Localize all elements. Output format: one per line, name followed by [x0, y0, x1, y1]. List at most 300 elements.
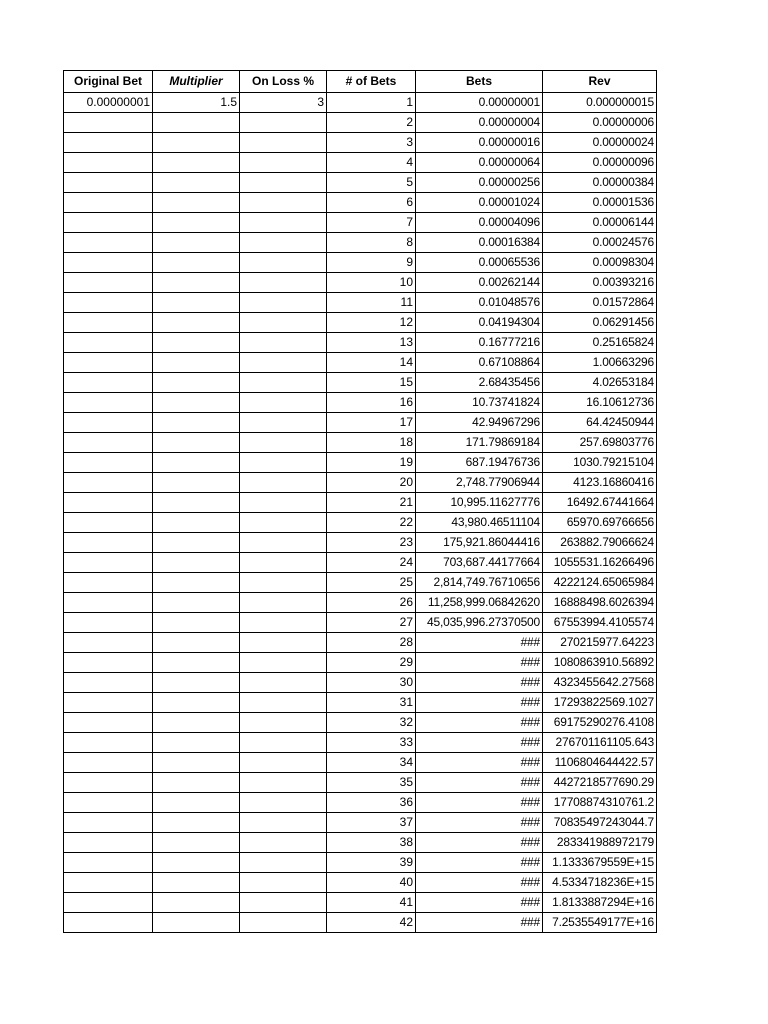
- cell-bets[interactable]: 0.00000016: [416, 133, 543, 153]
- cell-rev[interactable]: 7.2535549177E+16: [543, 913, 657, 933]
- cell-rev[interactable]: 1.8133887294E+16: [543, 893, 657, 913]
- cell-rev[interactable]: 17708874310761.2: [543, 793, 657, 813]
- cell-multiplier[interactable]: [153, 453, 240, 473]
- cell-multiplier[interactable]: [153, 513, 240, 533]
- table-row: [64, 653, 657, 673]
- cell-original-bet[interactable]: [64, 453, 153, 473]
- cell-rev[interactable]: 4323455642.27568: [543, 673, 657, 693]
- table-row: [64, 813, 657, 833]
- table-row: [64, 693, 657, 713]
- cell-num-bets[interactable]: 29: [327, 653, 416, 673]
- cell-bets[interactable]: ###: [416, 653, 543, 673]
- cell-rev[interactable]: 1080863910.56892: [543, 653, 657, 673]
- cell-original-bet[interactable]: 0.00000001: [64, 93, 153, 113]
- cell-on-loss[interactable]: [240, 413, 327, 433]
- cell-multiplier[interactable]: [153, 613, 240, 633]
- cell-original-bet[interactable]: [64, 393, 153, 413]
- cell-num-bets[interactable]: 18: [327, 433, 416, 453]
- cell-on-loss[interactable]: [240, 553, 327, 573]
- cell-bets[interactable]: 0.04194304: [416, 313, 543, 333]
- bets-table: [63, 70, 657, 933]
- header-num-bets[interactable]: # of Bets: [327, 71, 416, 93]
- cell-num-bets[interactable]: 10: [327, 273, 416, 293]
- cell-num-bets[interactable]: 32: [327, 713, 416, 733]
- cell-original-bet[interactable]: [64, 853, 153, 873]
- table-row: [64, 473, 657, 493]
- cell-on-loss[interactable]: [240, 253, 327, 273]
- cell-num-bets[interactable]: 16: [327, 393, 416, 413]
- cell-num-bets[interactable]: 13: [327, 333, 416, 353]
- cell-rev[interactable]: 0.00000006: [543, 113, 657, 133]
- cell-num-bets[interactable]: 9: [327, 253, 416, 273]
- cell-num-bets[interactable]: 6: [327, 193, 416, 213]
- cell-on-loss[interactable]: [240, 813, 327, 833]
- cell-on-loss[interactable]: [240, 433, 327, 453]
- cell-bets[interactable]: ###: [416, 753, 543, 773]
- header-on-loss[interactable]: On Loss %: [240, 71, 327, 93]
- cell-multiplier[interactable]: [153, 393, 240, 413]
- cell-on-loss[interactable]: [240, 453, 327, 473]
- cell-original-bet[interactable]: [64, 293, 153, 313]
- cell-multiplier[interactable]: [153, 313, 240, 333]
- cell-original-bet[interactable]: [64, 553, 153, 573]
- cell-num-bets[interactable]: 28: [327, 633, 416, 653]
- cell-original-bet[interactable]: [64, 573, 153, 593]
- table-row: [64, 113, 657, 133]
- cell-original-bet[interactable]: [64, 533, 153, 553]
- cell-bets[interactable]: 0.00001024: [416, 193, 543, 213]
- cell-original-bet[interactable]: [64, 633, 153, 653]
- cell-rev[interactable]: 276701161105.643: [543, 733, 657, 753]
- cell-on-loss[interactable]: [240, 173, 327, 193]
- table-row: [64, 893, 657, 913]
- cell-on-loss[interactable]: [240, 153, 327, 173]
- table-row: [64, 733, 657, 753]
- cell-original-bet[interactable]: [64, 473, 153, 493]
- cell-on-loss[interactable]: [240, 573, 327, 593]
- cell-bets[interactable]: ###: [416, 733, 543, 753]
- cell-multiplier[interactable]: [153, 593, 240, 613]
- cell-multiplier[interactable]: [153, 253, 240, 273]
- cell-rev[interactable]: 0.00000024: [543, 133, 657, 153]
- cell-on-loss[interactable]: [240, 873, 327, 893]
- cell-num-bets[interactable]: 7: [327, 213, 416, 233]
- cell-num-bets[interactable]: 40: [327, 873, 416, 893]
- cell-bets[interactable]: ###: [416, 853, 543, 873]
- cell-original-bet[interactable]: [64, 893, 153, 913]
- header-original-bet[interactable]: Original Bet: [64, 71, 153, 93]
- cell-on-loss[interactable]: [240, 633, 327, 653]
- cell-bets[interactable]: ###: [416, 893, 543, 913]
- cell-multiplier[interactable]: [153, 653, 240, 673]
- cell-num-bets[interactable]: 26: [327, 593, 416, 613]
- table-row: [64, 553, 657, 573]
- table-row: [64, 413, 657, 433]
- cell-on-loss[interactable]: [240, 733, 327, 753]
- spreadsheet: [63, 70, 657, 933]
- cell-on-loss[interactable]: [240, 773, 327, 793]
- cell-rev[interactable]: 0.00000384: [543, 173, 657, 193]
- cell-bets[interactable]: ###: [416, 673, 543, 693]
- cell-bets[interactable]: 0.00065536: [416, 253, 543, 273]
- cell-rev[interactable]: 0.00098304: [543, 253, 657, 273]
- cell-multiplier[interactable]: [153, 373, 240, 393]
- cell-bets[interactable]: 2,814,749.76710656: [416, 573, 543, 593]
- cell-bets[interactable]: 45,035,996.27370500: [416, 613, 543, 633]
- cell-original-bet[interactable]: [64, 753, 153, 773]
- cell-rev[interactable]: 67553994.4105574: [543, 613, 657, 633]
- table-row: [64, 913, 657, 933]
- cell-rev[interactable]: 1106804644422.57: [543, 753, 657, 773]
- cell-original-bet[interactable]: [64, 593, 153, 613]
- cell-original-bet[interactable]: [64, 353, 153, 373]
- cell-rev[interactable]: 16.10612736: [543, 393, 657, 413]
- cell-rev[interactable]: 1.00663296: [543, 353, 657, 373]
- cell-original-bet[interactable]: [64, 273, 153, 293]
- cell-on-loss[interactable]: [240, 713, 327, 733]
- cell-bets[interactable]: 0.00262144: [416, 273, 543, 293]
- cell-multiplier[interactable]: [153, 193, 240, 213]
- header-rev[interactable]: Rev: [543, 71, 657, 93]
- cell-original-bet[interactable]: [64, 133, 153, 153]
- cell-bets[interactable]: 42.94967296: [416, 413, 543, 433]
- cell-original-bet[interactable]: [64, 313, 153, 333]
- cell-multiplier[interactable]: [153, 433, 240, 453]
- cell-original-bet[interactable]: [64, 833, 153, 853]
- cell-rev[interactable]: 69175290276.4108: [543, 713, 657, 733]
- header-bets[interactable]: Bets: [416, 71, 543, 93]
- cell-multiplier[interactable]: [153, 293, 240, 313]
- table-row: [64, 133, 657, 153]
- cell-on-loss[interactable]: [240, 753, 327, 773]
- table-row: [64, 253, 657, 273]
- cell-multiplier[interactable]: [153, 533, 240, 553]
- cell-original-bet[interactable]: [64, 193, 153, 213]
- cell-bets[interactable]: 0.00004096: [416, 213, 543, 233]
- cell-bets[interactable]: ###: [416, 833, 543, 853]
- cell-num-bets[interactable]: 37: [327, 813, 416, 833]
- cell-original-bet[interactable]: [64, 433, 153, 453]
- cell-multiplier[interactable]: [153, 273, 240, 293]
- cell-multiplier[interactable]: [153, 793, 240, 813]
- cell-rev[interactable]: 0.00024576: [543, 233, 657, 253]
- table-row: [64, 273, 657, 293]
- cell-multiplier[interactable]: [153, 773, 240, 793]
- cell-multiplier[interactable]: [153, 333, 240, 353]
- cell-num-bets[interactable]: 24: [327, 553, 416, 573]
- cell-on-loss[interactable]: 3: [240, 93, 327, 113]
- cell-rev[interactable]: 16492.67441664: [543, 493, 657, 513]
- cell-num-bets[interactable]: 5: [327, 173, 416, 193]
- cell-original-bet[interactable]: [64, 913, 153, 933]
- cell-multiplier[interactable]: [153, 893, 240, 913]
- cell-rev[interactable]: 0.00393216: [543, 273, 657, 293]
- cell-on-loss[interactable]: [240, 793, 327, 813]
- cell-on-loss[interactable]: [240, 193, 327, 213]
- cell-rev[interactable]: 4.02653184: [543, 373, 657, 393]
- cell-bets[interactable]: ###: [416, 873, 543, 893]
- cell-original-bet[interactable]: [64, 253, 153, 273]
- cell-bets[interactable]: ###: [416, 713, 543, 733]
- cell-rev[interactable]: 64.42450944: [543, 413, 657, 433]
- cell-rev[interactable]: 0.01572864: [543, 293, 657, 313]
- cell-original-bet[interactable]: [64, 613, 153, 633]
- cell-rev[interactable]: 16888498.6026394: [543, 593, 657, 613]
- cell-num-bets[interactable]: 33: [327, 733, 416, 753]
- cell-rev[interactable]: 4123.16860416: [543, 473, 657, 493]
- cell-rev[interactable]: 17293822569.1027: [543, 693, 657, 713]
- cell-multiplier[interactable]: [153, 213, 240, 233]
- cell-on-loss[interactable]: [240, 473, 327, 493]
- cell-bets[interactable]: ###: [416, 913, 543, 933]
- cell-on-loss[interactable]: [240, 653, 327, 673]
- cell-multiplier[interactable]: [153, 413, 240, 433]
- cell-bets[interactable]: 0.00016384: [416, 233, 543, 253]
- cell-original-bet[interactable]: [64, 233, 153, 253]
- cell-rev[interactable]: 4222124.65065984: [543, 573, 657, 593]
- cell-on-loss[interactable]: [240, 493, 327, 513]
- cell-original-bet[interactable]: [64, 793, 153, 813]
- cell-original-bet[interactable]: [64, 413, 153, 433]
- cell-multiplier[interactable]: 1.5: [153, 93, 240, 113]
- cell-bets[interactable]: 2.68435456: [416, 373, 543, 393]
- cell-original-bet[interactable]: [64, 773, 153, 793]
- cell-bets[interactable]: ###: [416, 693, 543, 713]
- cell-on-loss[interactable]: [240, 913, 327, 933]
- cell-bets[interactable]: 0.16777216: [416, 333, 543, 353]
- cell-multiplier[interactable]: [153, 833, 240, 853]
- cell-num-bets[interactable]: 27: [327, 613, 416, 633]
- table-row: [64, 773, 657, 793]
- cell-bets[interactable]: ###: [416, 633, 543, 653]
- cell-rev[interactable]: 263882.79066624: [543, 533, 657, 553]
- cell-num-bets[interactable]: 30: [327, 673, 416, 693]
- cell-multiplier[interactable]: [153, 553, 240, 573]
- cell-bets[interactable]: 43,980.46511104: [416, 513, 543, 533]
- cell-num-bets[interactable]: 1: [327, 93, 416, 113]
- cell-multiplier[interactable]: [153, 493, 240, 513]
- cell-num-bets[interactable]: 25: [327, 573, 416, 593]
- table-row: [64, 713, 657, 733]
- cell-original-bet[interactable]: [64, 373, 153, 393]
- cell-num-bets[interactable]: 8: [327, 233, 416, 253]
- cell-on-loss[interactable]: [240, 333, 327, 353]
- cell-on-loss[interactable]: [240, 233, 327, 253]
- table-row: [64, 613, 657, 633]
- cell-rev[interactable]: 0.06291456: [543, 313, 657, 333]
- cell-bets[interactable]: ###: [416, 813, 543, 833]
- cell-rev[interactable]: 257.69803776: [543, 433, 657, 453]
- cell-rev[interactable]: 0.25165824: [543, 333, 657, 353]
- cell-num-bets[interactable]: 4: [327, 153, 416, 173]
- cell-num-bets[interactable]: 12: [327, 313, 416, 333]
- cell-multiplier[interactable]: [153, 673, 240, 693]
- cell-multiplier[interactable]: [153, 573, 240, 593]
- cell-multiplier[interactable]: [153, 853, 240, 873]
- cell-rev[interactable]: 70835497243044.7: [543, 813, 657, 833]
- cell-on-loss[interactable]: [240, 513, 327, 533]
- table-row: [64, 353, 657, 373]
- cell-multiplier[interactable]: [153, 873, 240, 893]
- cell-original-bet[interactable]: [64, 713, 153, 733]
- cell-rev[interactable]: 1030.79215104: [543, 453, 657, 473]
- cell-on-loss[interactable]: [240, 133, 327, 153]
- cell-num-bets[interactable]: 34: [327, 753, 416, 773]
- cell-multiplier[interactable]: [153, 753, 240, 773]
- cell-bets[interactable]: 687.19476736: [416, 453, 543, 473]
- table-row: [64, 153, 657, 173]
- cell-bets[interactable]: 0.00000004: [416, 113, 543, 133]
- cell-on-loss[interactable]: [240, 273, 327, 293]
- cell-rev[interactable]: 4427218577690.29: [543, 773, 657, 793]
- cell-rev[interactable]: 283341988972179: [543, 833, 657, 853]
- cell-rev[interactable]: 0.000000015: [543, 93, 657, 113]
- cell-num-bets[interactable]: 22: [327, 513, 416, 533]
- cell-multiplier[interactable]: [153, 113, 240, 133]
- header-multiplier[interactable]: Multiplier: [153, 71, 240, 93]
- cell-on-loss[interactable]: [240, 373, 327, 393]
- cell-multiplier[interactable]: [153, 153, 240, 173]
- cell-original-bet[interactable]: [64, 873, 153, 893]
- cell-bets[interactable]: 0.00000064: [416, 153, 543, 173]
- cell-original-bet[interactable]: [64, 493, 153, 513]
- cell-num-bets[interactable]: 3: [327, 133, 416, 153]
- table-row: [64, 493, 657, 513]
- table-row: [64, 173, 657, 193]
- cell-original-bet[interactable]: [64, 513, 153, 533]
- cell-bets[interactable]: 171.79869184: [416, 433, 543, 453]
- cell-bets[interactable]: 0.00000001: [416, 93, 543, 113]
- cell-bets[interactable]: 2,748.77906944: [416, 473, 543, 493]
- cell-bets[interactable]: ###: [416, 773, 543, 793]
- cell-num-bets[interactable]: 39: [327, 853, 416, 873]
- cell-original-bet[interactable]: [64, 153, 153, 173]
- cell-multiplier[interactable]: [153, 733, 240, 753]
- cell-multiplier[interactable]: [153, 473, 240, 493]
- cell-on-loss[interactable]: [240, 593, 327, 613]
- table-row: [64, 533, 657, 553]
- cell-num-bets[interactable]: 14: [327, 353, 416, 373]
- table-row: [64, 333, 657, 353]
- cell-num-bets[interactable]: 38: [327, 833, 416, 853]
- cell-on-loss[interactable]: [240, 893, 327, 913]
- table-row: [64, 93, 657, 113]
- table-row: [64, 313, 657, 333]
- cell-multiplier[interactable]: [153, 693, 240, 713]
- table-row: [64, 673, 657, 693]
- cell-original-bet[interactable]: [64, 693, 153, 713]
- cell-rev[interactable]: 0.00001536: [543, 193, 657, 213]
- cell-on-loss[interactable]: [240, 313, 327, 333]
- table-row: [64, 433, 657, 453]
- cell-num-bets[interactable]: 15: [327, 373, 416, 393]
- cell-on-loss[interactable]: [240, 833, 327, 853]
- cell-bets[interactable]: 11,258,999.06842620: [416, 593, 543, 613]
- cell-rev[interactable]: 0.00006144: [543, 213, 657, 233]
- cell-num-bets[interactable]: 41: [327, 893, 416, 913]
- table-row: [64, 873, 657, 893]
- cell-bets[interactable]: ###: [416, 793, 543, 813]
- cell-original-bet[interactable]: [64, 173, 153, 193]
- cell-on-loss[interactable]: [240, 853, 327, 873]
- cell-num-bets[interactable]: 19: [327, 453, 416, 473]
- cell-original-bet[interactable]: [64, 733, 153, 753]
- cell-multiplier[interactable]: [153, 133, 240, 153]
- table-body: [64, 93, 657, 933]
- cell-num-bets[interactable]: 31: [327, 693, 416, 713]
- cell-multiplier[interactable]: [153, 813, 240, 833]
- table-row: [64, 513, 657, 533]
- cell-multiplier[interactable]: [153, 633, 240, 653]
- cell-bets[interactable]: 0.01048576: [416, 293, 543, 313]
- cell-original-bet[interactable]: [64, 333, 153, 353]
- cell-on-loss[interactable]: [240, 673, 327, 693]
- cell-num-bets[interactable]: 42: [327, 913, 416, 933]
- cell-original-bet[interactable]: [64, 213, 153, 233]
- cell-multiplier[interactable]: [153, 353, 240, 373]
- cell-num-bets[interactable]: 21: [327, 493, 416, 513]
- cell-num-bets[interactable]: 2: [327, 113, 416, 133]
- table-row: [64, 753, 657, 773]
- cell-num-bets[interactable]: 20: [327, 473, 416, 493]
- cell-on-loss[interactable]: [240, 533, 327, 553]
- cell-on-loss[interactable]: [240, 613, 327, 633]
- cell-bets[interactable]: 10.73741824: [416, 393, 543, 413]
- cell-bets[interactable]: 175,921.86044416: [416, 533, 543, 553]
- cell-original-bet[interactable]: [64, 813, 153, 833]
- cell-bets[interactable]: 0.00000256: [416, 173, 543, 193]
- cell-on-loss[interactable]: [240, 113, 327, 133]
- cell-original-bet[interactable]: [64, 673, 153, 693]
- cell-num-bets[interactable]: 17: [327, 413, 416, 433]
- cell-bets[interactable]: 0.67108864: [416, 353, 543, 373]
- cell-rev[interactable]: 1055531.16266496: [543, 553, 657, 573]
- table-row: [64, 793, 657, 813]
- cell-on-loss[interactable]: [240, 693, 327, 713]
- table-row: [64, 293, 657, 313]
- cell-on-loss[interactable]: [240, 293, 327, 313]
- table-row: [64, 573, 657, 593]
- cell-multiplier[interactable]: [153, 713, 240, 733]
- cell-rev[interactable]: 270215977.64223: [543, 633, 657, 653]
- cell-num-bets[interactable]: 35: [327, 773, 416, 793]
- cell-rev[interactable]: 65970.69766656: [543, 513, 657, 533]
- cell-multiplier[interactable]: [153, 173, 240, 193]
- cell-multiplier[interactable]: [153, 233, 240, 253]
- cell-on-loss[interactable]: [240, 353, 327, 373]
- table-row: [64, 593, 657, 613]
- cell-num-bets[interactable]: 23: [327, 533, 416, 553]
- table-row: [64, 633, 657, 653]
- table-row: [64, 833, 657, 853]
- cell-bets[interactable]: 10,995.11627776: [416, 493, 543, 513]
- cell-on-loss[interactable]: [240, 393, 327, 413]
- cell-rev[interactable]: 4.5334718236E+15: [543, 873, 657, 893]
- cell-num-bets[interactable]: 11: [327, 293, 416, 313]
- table-row: [64, 453, 657, 473]
- cell-rev[interactable]: 1.1333679559E+15: [543, 853, 657, 873]
- cell-multiplier[interactable]: [153, 913, 240, 933]
- cell-original-bet[interactable]: [64, 653, 153, 673]
- cell-num-bets[interactable]: 36: [327, 793, 416, 813]
- table-row: [64, 213, 657, 233]
- cell-on-loss[interactable]: [240, 213, 327, 233]
- table-row: [64, 233, 657, 253]
- cell-rev[interactable]: 0.00000096: [543, 153, 657, 173]
- table-row: [64, 853, 657, 873]
- cell-original-bet[interactable]: [64, 113, 153, 133]
- cell-bets[interactable]: 703,687.44177664: [416, 553, 543, 573]
